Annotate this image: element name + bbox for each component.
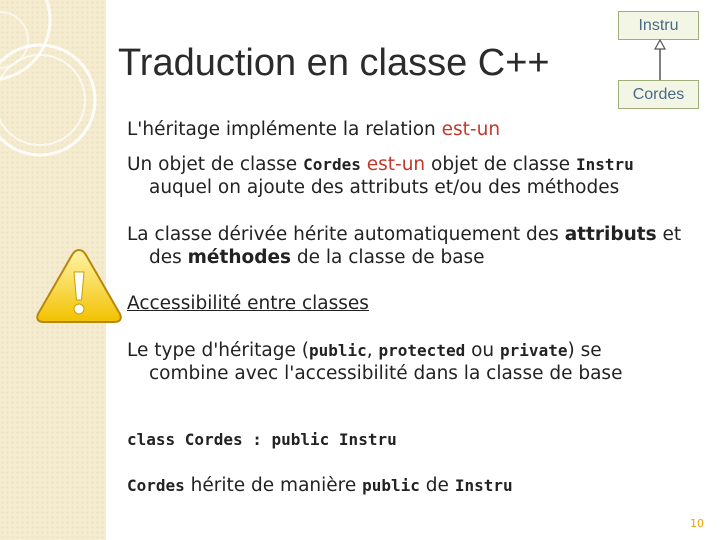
warning-icon (32, 244, 126, 328)
slide-title: Traduction en classe C++ (118, 42, 550, 84)
bullet-object-relation-continued: auquel on ajoute des attributs et/ou des méthodes (149, 177, 620, 198)
bullet-derived-class: La classe dérivée hérite automatiquement des attributs et (127, 224, 682, 245)
uml-class-instru: Instru (618, 11, 699, 40)
bullet-public-inheritance: Cordes hérite de manière public de Instru (127, 475, 513, 496)
bullet-object-relation: Un objet de classe Cordes est-un objet de classe Instru (127, 154, 634, 175)
inheritance-arrow-icon (650, 38, 670, 81)
section-heading-accessibility: Accessibilité entre classes (127, 293, 369, 314)
bullet-derived-class-continued: des méthodes de la classe de base (149, 247, 485, 268)
uml-class-cordes: Cordes (618, 80, 699, 109)
bullet-inheritance-type-continued: combine avec l'accessibilité dans la classe de base (149, 363, 623, 384)
code-class-declaration: class Cordes : public Instru (127, 430, 397, 449)
bullet-inheritance-relation: L'héritage implémente la relation est-un (127, 119, 501, 140)
page-number: 10 (690, 517, 704, 530)
bullet-inheritance-type: Le type d'héritage (public, protected ou private) se (127, 340, 602, 361)
